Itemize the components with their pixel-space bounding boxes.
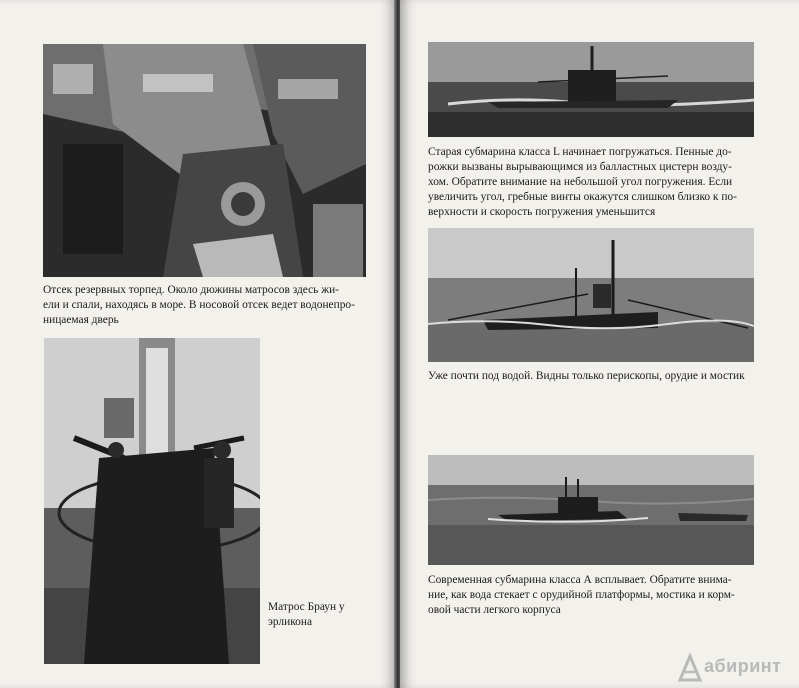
caption-line: Матрос Браун у (268, 601, 345, 613)
watermark-text: абиринт (704, 656, 782, 676)
caption-line: Современная субмарина класса А всплывает. Обратите внима- (428, 574, 732, 586)
caption-line: Уже почти под водой. Видны только перископы, орудие и мостик (428, 370, 745, 382)
caption-line: эрликона (268, 616, 313, 628)
caption-line: овой части легкого корпуса (428, 604, 561, 616)
caption-line: ели и спали, находясь в море. В носовой отсек ведет водонепро- (43, 299, 355, 311)
photo-a-class-surfacing (428, 455, 754, 565)
photo-almost-submerged (428, 228, 754, 362)
caption-line: Отсек резервных торпед. Около дюжины матросов здесь жи- (43, 284, 339, 296)
photo-l-class-diving (428, 42, 754, 137)
caption-line: рожки вызваны вырывающимся из балластных цистерн возду- (428, 161, 732, 173)
photo-torpedo-room (43, 44, 366, 277)
caption-l-class-diving (428, 145, 755, 220)
caption-line: увеличить угол, гребные винты окажутся слишком близко к по- (428, 191, 737, 203)
caption-a-class-surfacing (428, 573, 755, 618)
caption-line: Старая субмарина класса L начинает погружаться. Пенные до- (428, 146, 732, 158)
caption-line: хом. Обратите внимание на небольшой угол погружения. Если (428, 176, 733, 188)
right-page (400, 0, 799, 688)
caption-line: ние, как вода стекает с орудийной платформы, мостика и корм- (428, 589, 735, 601)
left-page (0, 0, 396, 688)
caption-almost-submerged (428, 369, 758, 384)
caption-torpedo-room (43, 283, 368, 328)
photo-oerlikon-gunner (44, 338, 260, 664)
caption-line: ницаемая дверь (43, 314, 119, 326)
caption-oerlikon-gunner (268, 600, 378, 630)
caption-line: верхности и скорость погружения уменьшится (428, 206, 656, 218)
